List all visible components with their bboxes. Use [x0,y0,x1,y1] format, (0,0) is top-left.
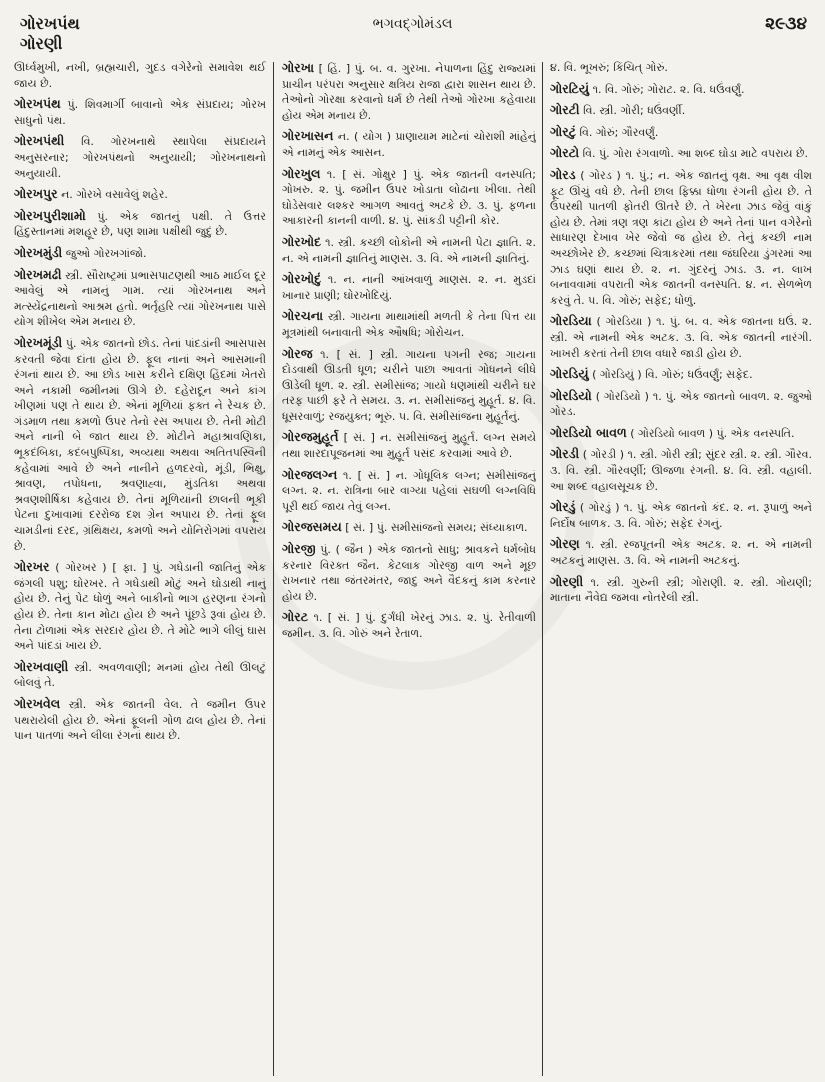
column-divider-2 [542,62,543,1076]
entry-definition: ( ગોરડિયું ) વિ. ગોરું; ધઉંવર્ણું; સફેદ. [592,368,753,382]
entry-definition: [ સં. ] પું. સમીસાંજનો સમય; સંધ્યાકાળ. [345,521,528,535]
dictionary-entry [550,366,812,383]
page-header [0,0,825,58]
column-divider-1 [273,62,274,1076]
entry-definition: ૧. સ્ત્રી. રજપૂતની એક અટક. ૨. ન. એ નામની અટકનું માણસ. ૩. વિ. એ નામની અટકનું. [550,538,812,568]
dictionary-entry [282,467,536,515]
dictionary-entry [282,519,536,536]
entry-definition: ૪. વિ. ભૂખરું; કિંચિત્ ગોરું. [550,61,668,74]
entry-headword: ગોરડિયો [550,387,592,403]
dictionary-entry [282,271,536,303]
entry-headword: ગોરજમુહૂર્ત [282,429,339,445]
entry-definition: સ્ત્રી. એક જાતની વેલ. તે જમીન ઉપર પથરાયેલી હોય છે. એનાં ફૂલની ગોળ ઢાલ હોય છે. તેનાં પાન પાતળાં અને લીલા રંગનાં થાય છે. [14,697,266,743]
entry-definition: [ હિં. ] પું. બ. વ. ગુરખા. નેપાળના હિંદુ રાજ્યમાં પ્રાચીન પરંપરા અનુસાર ક્ષત્રિય રાજા દ્વારા શાસન થાય છે. તેઓનો ગોરક્ષા કરવાનો ધર્મ છે તેથી તેઓ ગોરખા કહેવાયા હોય એમ મનાય છે. [282,62,536,122]
column-1 [14,60,266,1074]
dictionary-entry [550,536,812,568]
dictionary-entry [14,133,266,181]
entry-headword: ગોરખમઢી [14,266,62,282]
entry-headword: ગોરટી [550,102,580,118]
entry-headword: ગોરચના [282,308,324,324]
entry-definition: ( ગોરડિયો બાવળ ) પું. એક વનસ્પતિ. [630,426,795,440]
entry-headword: ગોરખોદું [282,271,322,287]
entry-definition: પું. એક જાતનો છોડ. તેનાં પાંદડાંની આસપાસ કરવતી જેવા દાંતા હોય છે. ફૂલ નાનાં અને આસમાની રંગનાં થાય છે. આ છોડ ખાસ કરીને દક્ષિણ હિંદમાં ખેતરો અને નકામી જમીનમાં ઊગે છે. દહેરાદૂન અને કાંગ ખીણમાં પણ તે થાય છે. એનાં મૂળિયાં ફક્ત ને રેચક છે. ગંડમાળ તથા કમળો ઉપર તેનો રસ અપાય છે. તેની મોટી અને નાની બે જાત થાય છે. મોટીને મહાશ્રાવણિકા, ભૂકદંબિકા, કદંબપુષ્પિકા, અવ્યથા અથવા અતિતપસ્વિની કહેવામાં આવે છે અને નાનીને હળદરવો, મૂંડી, ભિક્ષુ, શ્રાવણ, તપોધના, શ્રવણાહ્વા, મુંડતિકા અથવા શ્રવણશીર્ષિકા કહેવાય છે. તેનાં મૂળિયાંની છાલની ભૂકી પેટના દુખાવામાં દરરોજ દશ ગ્રેન અપાય છે. તેનાં ફૂલ ચામડીનાં દરદ, ગ્રંથિક્ષય, કમળો અને યોનિરોગમાં વપરાય છે. [14,336,266,553]
entry-headword: ગોરખવાણી [14,658,69,674]
dictionary-entry [282,308,536,340]
column-2 [282,60,536,1074]
entry-definition: પું. શિવમાર્ગી બાવાનો એક સંપ્રદાય; ગોરખ સાધુનો પંથ. [14,98,266,127]
dictionary-entry [14,208,266,240]
entry-headword: ગોરડ [550,166,576,182]
entry-headword: ગોરખુલ [282,165,321,181]
dictionary-entry [14,267,266,330]
dictionary-entry [14,60,266,91]
entry-definition: ૧. [ સં. ] ન. ગોધૂલિક લગ્ન; સમીસાંજનું લગ્ન. ૨. ન. રાત્રિના બાર વાગ્યા પહેલાં સઘળી લગ્નવિધિ પૂરી થઈ જાય તેવું લગ્ન. [282,468,536,513]
entry-definition: ઊર્ધ્વમુખી, નખી, બ્રહ્મચારી, ગુદડ વગેરેનો સમાવેશ થઈ જાય છે. [14,61,266,90]
entry-definition: ન. ( યોગ ) પ્રાણાયામ માટેનાં ચોરાશી માંહેનું એ નામનું એક આસન. [282,130,536,159]
entry-definition: ન. ગોરખે વસાવેલું શહેર. [61,188,168,202]
guide-word-last: ગોરણી [20,34,63,53]
dictionary-entry [282,429,536,461]
entry-definition: ( ગોરડી ) ૧. સ્ત્રી. ગોરી સ્ત્રી; સુંદર સ્ત્રી. ૨. સ્ત્રી. ગૌરવ. ૩. વિ. સ્ત્રી. ગૌરવર્ણી; ઊજળા રંગની. ૪. વિ. સ્ત્રી. વહાલી. આ શબ્દ વહાલસૂચક છે. [550,448,812,493]
entry-headword: ગોરડી [550,446,580,462]
entry-headword: ગોરખપુરીશામો [14,207,86,223]
dictionary-entry [282,346,536,425]
entry-headword: ગોરજલગ્ન [282,466,338,482]
dictionary-entry [550,145,812,162]
dictionary-entry [550,425,812,442]
entry-headword: ગોરખપંથી [14,133,65,149]
entry-definition: વિ. ગોરું; ગૌરવર્ણું. [579,125,659,139]
entry-definition: ( ગોરડું ) ૧. પું. એક જાતનો કંદ. ૨. ન. રૂપાળું અને નિર્દોષ બાળક. ૩. વિ. ગોરું; સફેદ રંગનું. [550,501,812,530]
guide-word-first: ગોરખપંથ [20,14,80,33]
entry-headword: ગોરખપુર [14,186,58,202]
entry-definition: ૧. વિ. ગોરું; ગોરાટ. ૨. વિ. ધઉંવર્ણું. [592,82,745,96]
entry-headword: ગોરખાસન [282,128,334,144]
dictionary-entry [550,446,812,494]
entry-headword: ગોરડિયો બાવળ [550,424,627,440]
entry-headword: ગોરડું [550,499,576,515]
dictionary-entry [550,313,812,361]
entry-headword: ગોરખા [282,60,315,75]
entry-headword: ગોરટો [550,145,580,161]
entry-definition: વિ. ગોરખનાથે સ્થાપેલા સંપ્રદાયને અનુસરનાર; ગોરખપંથનો અનુયાયી; ગોરખનાથનો અનુયાયી. [14,135,266,180]
dictionary-entry [550,102,812,119]
dictionary-entry [550,167,812,308]
dictionary-entry [282,128,536,160]
dictionary-entry [14,559,266,654]
entry-definition: પું. ( જૈન ) એક જાતનો સાધુ; શ્રાવકને ધર્મબોધ કરનાર વિરક્ત જૈન. કેટલાક ગોરજી વાળ અને મૂછ રાખનાર તથા જંતરમંતર, જાદુ અને વૈદકનું કામ કરનાર હોય છે. [282,543,536,603]
entry-headword: ગોરજસમય [282,519,342,535]
entry-definition: જુઓ ગોરખગાંજો. [65,246,147,260]
entry-definition: સ્ત્રી. ગાયના માથામાંથી મળતી કે તેના પિત્ત યા મૂત્રમાંથી બનાવાતી એક ઔષધિ; ગોરોચન. [282,310,536,339]
dictionary-entry [550,81,812,98]
entry-definition: ૧. ન. નાની આંખવાળું માણસ. ૨. ન. મુડદાં ખાનાર પ્રાણી; ઘોરખોદિયું. [282,273,536,302]
dictionary-entry [14,186,266,203]
entry-definition: ( ગોરખર ) [ ફા. ] પું. ગધેડાની જાતિનું એક જંગલી પશુ; ઘોરખર. તે ગધેડાથી મોટું અને ઘોડાથી નાનું હોય છે. તેનું પેટ ધોળું અને બાકીનો ભાગ હરણના રંગનો હોય છે. તેના કાન મોટા હોય છે અને પૂંછડે રૂવાં હોય છે. તેના ટોળામાં એક સરદાર હોય છે. તે મોટે ભાગે લીલું ઘાસ અને પાંદડાં ખાય છે. [14,561,266,653]
dictionary-entry [14,659,266,691]
book-title: ભગવદ્‌ગોમંડલ [372,16,453,32]
entry-headword: ગોરટિયું [550,80,590,96]
dictionary-entry [14,245,266,262]
entry-headword: ગોરટ [282,609,308,625]
dictionary-entry [282,609,536,641]
entry-headword: ગોરજ [282,345,313,361]
dictionary-entry [282,60,536,123]
entry-definition: ૧. સ્ત્રી. કચ્છી લોકોની એ નામની પેટા જ્ઞાતિ. ૨. ન. એ નામની જ્ઞાતિનું માણસ. ૩. વિ. એ નામની જ્ઞાતિનું. [282,235,536,265]
page-number: ૨૯૩૪ [765,14,807,34]
entry-definition: ૧. સ્ત્રી. ગુરુની સ્ત્રી; ગોરાણી. ૨. સ્ત્રી. ગોયણી; માતાના નૈવેદ્ય જમવા નોતરેલી સ્ત્રી. [550,575,812,605]
entry-headword: ગોરડિયા [550,313,592,329]
dictionary-entry [14,696,266,744]
entry-definition: વિ. પું. ગોરા રંગવાળો. આ શબ્દ ઘોડા માટે વપરાય છે. [582,147,809,161]
entry-headword: ગોરખપંથ [14,96,61,112]
dictionary-entry [282,541,536,604]
dictionary-entry [550,574,812,606]
dictionary-entry [282,234,536,266]
dictionary-entry [282,166,536,229]
dictionary-entry [14,96,266,128]
entry-definition: ( ગોરડિયા ) ૧. પું. બ. વ. એક જાતના ઘઉં. ૨. સ્ત્રી. એ નામની એક અટક. ૩. વિ. એક જાતની નારંગી. ખાખરી કરતાં તેની છાલ વધારે જાડી હોય છે. [550,315,812,360]
dictionary-entry [14,335,266,554]
entry-headword: ગોરણ [550,536,580,552]
entry-definition: પું. એક જાતનું પક્ષી. તે ઉત્તર હિંદુસ્તાનમાં મશહૂર છે, પણ શામા પક્ષીથી જુદું છે. [14,209,266,239]
entry-definition: ૧. [ સં. ગોક્ષુર ] પું. એક જાતની વનસ્પતિ; ગોખરુ. ૨. પું. જમીન ઉપર ખોડાતા લોઢાના ખીલા. તેથી ઘોડેસવાર લશ્કર આગળ આવતું અટકે છે. ૩. પું. ફળના આકારની કાનની વાળી. ૪. પું. સાંકડી પટ્ટીની કોર. [282,167,536,228]
entry-definition: [ સં. ] ન. સમીસાંજનું મુહૂર્ત. લગ્ન સમયે તથા શારદાપૂજનમાં આ મુહૂર્ત પસંદ કરવામાં આવે છે. [282,431,536,461]
entry-definition: ( ગોરડિયો ) ૧. પું. એક જાતનો બાવળ. ૨. જુઓ ગોરડ. [550,389,812,419]
entry-headword: ગોરખર [14,559,50,575]
entry-headword: ગોરખમુંડી [14,244,63,260]
entry-definition: વિ. સ્ત્રી. ગોરી; ધઉંવર્ણી. [583,104,686,118]
entry-headword: ગોરટું [550,123,576,139]
entry-headword: ગોરજી [282,541,316,557]
entry-definition: સ્ત્રી. અવળવાણી; મનમાં હોય તેથી ઊલટું બોલવું તે. [14,660,266,690]
entry-headword: ગોરણી [550,573,584,589]
entry-headword: ગોરડિયું [550,366,589,382]
entry-headword: ગોરખવેલ [14,695,61,711]
dictionary-entry [550,60,812,76]
dictionary-entry [550,388,812,420]
dictionary-entry [550,124,812,141]
column-3 [550,60,812,1074]
entry-definition: ૧. [ સં. ] સ્ત્રી. ગાયના પગની રજ; ગાયના દોડવાથી ઊડતી ધૂળ; ચરીને પાછા આવતાં ગોધનને લીધે ઊડેલી ધૂળ. ૨. સ્ત્રી. સમીસાંજ; ગાયો ધણમાંથી ચરીને ઘર તરફ પાછી ફરે તે સમય. ૩. ન. સમીસાંજનું મુહૂર્ત. ૪. વિ. ધૂસરવાળું; રજયુક્ત; ભૂરું. ૫. વિ. સમીસાંજના મુહૂર્તનું. [282,347,536,423]
dictionary-entry [550,499,812,531]
entry-definition: સ્ત્રી. સૌરાષ્ટ્રમાં પ્રભાસપાટણથી આઠ માઈલ દૂર આવેલું એ નામનું ગામ. ત્યાં ગોરખનાથ અને મત્સ્યેંદ્રનાથનો આશ્રમ હતો. ભર્તૃહરિ ત્યાં ગોરખનાથ પાસે યોગ શીખેલ એમ મનાય છે. [14,268,266,329]
entry-definition: ૧. [ સં. ] પું. દુર્ગંધી ખેરનું ઝાડ. ૨. પું. રેતીવાળી જમીન. ૩. વિ. ગોરું અને રેતાળ. [282,611,536,640]
entry-definition: ( ગોરડ ) ૧. પું.; ન. એક જાતનું વૃક્ષ. આ વૃક્ષ વીશ ફૂટ ઊંચું વધે છે. તેની છાલ ફિક્કા ધોળા રંગની હોય છે. તે ઉપરથી પાતળી ફોતરી ઊતરે છે. તે ખેરના ઝાડ જેવું વાંકું હોય છે. તેમાં ત્રણ ત્રણ કાંટા હોય છે અને તેનાં પાન વગેરેનો સાધારણ દેખાવ ખેર જેવો જ હોય છે. તેનું કચ્છી નામ અચ્છોખેર છે. કચ્છમાં ચિત્રાકરમાં તથા જંઘરિયા ડુંગરમાં આ ઝાડ ઘણાં થાય છે. ૨. ન. ગુંદરનું ઝાડ. ૩. ન. લાખ બનાવવામાં વપરાતી એક જાતની વનસ્પતિ. ૪. ન. સેળભેળ કરવું તે. ૫. વિ. ગોરું; સફેદ; ધોળું. [550,168,812,307]
entry-headword: ગોરખોદ [282,233,322,249]
entry-headword: ગોરખમૂંડી [14,334,63,350]
